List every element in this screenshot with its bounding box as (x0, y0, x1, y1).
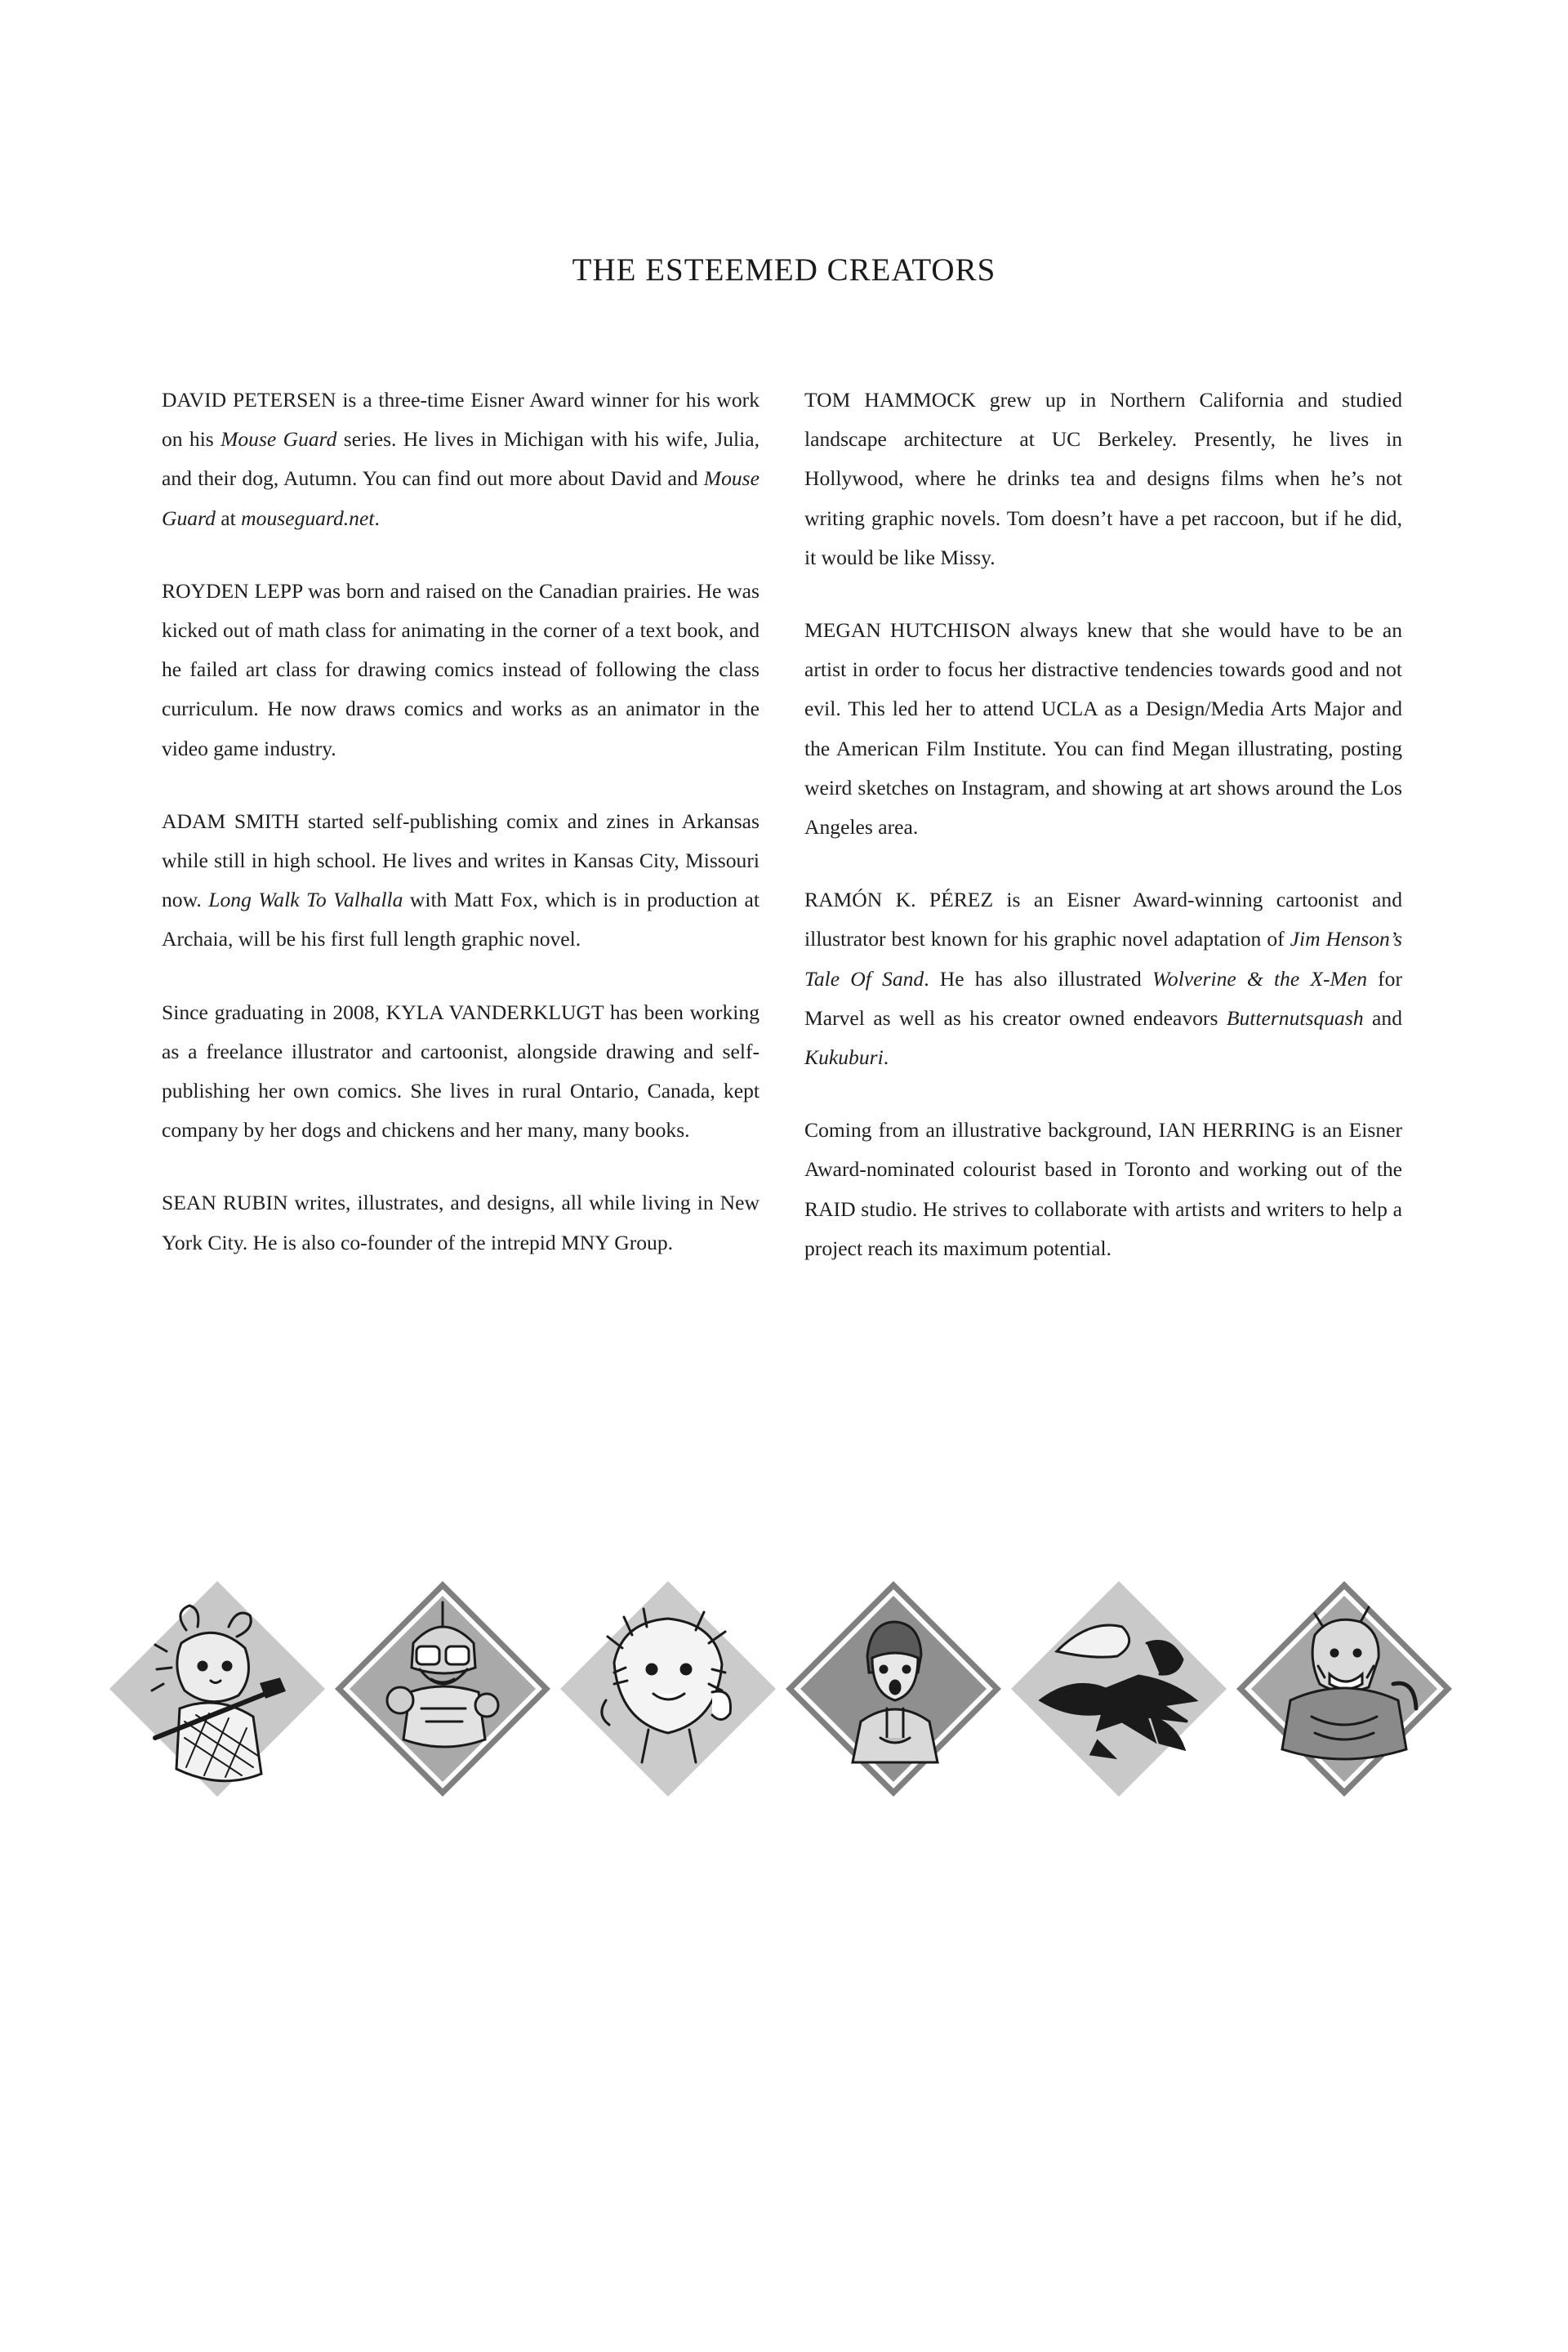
bio-text: Coming from an illustrative background, IAN HERRING is an Eisner Award-nominated colourist based in Toronto and working out of the RAID studio. He strives to collaborate with artists and writers to help a project reach its maximum potential. (804, 1118, 1402, 1260)
dark-beast-portrait-icon (1008, 1578, 1230, 1800)
bio-text: for Marvel as well as his creator owned endeavors (804, 966, 1402, 1030)
bio-ian-herring (804, 1111, 1402, 1268)
bio-tom-hammock (804, 381, 1402, 577)
warthog-warrior-portrait-icon (1233, 1578, 1455, 1800)
bio-text: TOM HAMMOCK grew up in Northern California and studied landscape architecture at UC Berkeley. Presently, he lives in Hollywood, where he drinks tea and designs films when he’s not writing graphic novels. Tom doesn’t have a pet raccoon, but if he did, it would be like Missy. (804, 388, 1402, 569)
bio-megan-hutchison (804, 611, 1402, 847)
bio-text: ROYDEN LEPP was born and raised on the Canadian prairies. He was kicked out of math class for animating in the corner of a text book, and he failed art class for drawing comics instead of following the class curriculum. He now draws comics and works as an animator in the video game industry. (162, 578, 760, 760)
bio-text: . He has also illustrated (924, 966, 1152, 991)
bio-text: series. He lives in Michigan with his wife, Julia, and their dog, Autumn. You can find out more about David and (162, 427, 760, 491)
italic-title: Long Walk To Valhalla (208, 888, 403, 912)
italic-title: Kukuburi (804, 1045, 884, 1070)
bio-ramon-perez (804, 880, 1402, 1077)
bio-sean-rubin (162, 1183, 760, 1262)
mouse-portrait-icon (106, 1578, 328, 1800)
bio-text: RAMÓN K. PÉREZ is an Eisner Award-winning cartoonist and illustrator best known for his graphic novel adaptation of (804, 888, 1402, 951)
bio-text: at (215, 506, 242, 530)
italic-title: mouseguard.net (241, 506, 375, 530)
bio-kyla-vanderklugt (162, 993, 760, 1151)
italic-title: Wolverine & the X-Men (1152, 966, 1367, 991)
bio-text: and (1363, 1005, 1402, 1030)
girl-portrait-icon (782, 1578, 1004, 1800)
bio-text: Since graduating in 2008, KYLA VANDERKLUGT has been working as a freelance illustrator and cartoonist, alongside drawing and self-publishing her own comics. She lives in rural Ontario, Canada, kept company by her dogs and chickens and her many, many books. (162, 1000, 760, 1143)
bio-column-left (162, 381, 760, 1296)
bio-text: with Matt Fox, which is in production at Archaia, will be his first full length graphic novel. (162, 888, 760, 951)
italic-title: Jim Henson’s Tale Of Sand (804, 927, 1403, 991)
italic-title: Mouse Guard (220, 427, 337, 452)
bio-text: . (883, 1045, 889, 1070)
bio-royden-lepp (162, 572, 760, 768)
bio-text: ADAM SMITH started self-publishing comix and zines in Arkansas while still in high school. He lives and writes in Kansas City, Missouri now. (162, 808, 760, 912)
bio-text: . (374, 506, 380, 530)
italic-title: Butternutsquash (1226, 1005, 1364, 1030)
bio-column-right (804, 381, 1402, 1302)
bio-text: MEGAN HUTCHISON always knew that she would have to be an artist in order to focus her distractive tendencies towards good and not evil. This led her to attend UCLA as a Design/Media Arts Major and the American Film Institute. You can find Megan illustrating, posting weird sketches on Instagram, and showing at art shows around the Los Angeles area. (804, 618, 1402, 840)
italic-title: Mouse Guard (162, 466, 760, 530)
furry-creature-portrait-icon (557, 1578, 779, 1800)
bio-adam-smith (162, 802, 760, 960)
creator-portrait-row (106, 1578, 1462, 1806)
page-title: THE ESTEEMED CREATORS (572, 252, 996, 287)
bio-text: DAVID PETERSEN is a three-time Eisner Award winner for his work on his (162, 388, 760, 452)
bio-david-petersen (162, 381, 760, 538)
goggled-pilot-portrait-icon (332, 1578, 554, 1800)
bio-text: SEAN RUBIN writes, illustrates, and designs, all while living in New York City. He is also co-founder of the intrepid MNY Group. (162, 1191, 760, 1254)
